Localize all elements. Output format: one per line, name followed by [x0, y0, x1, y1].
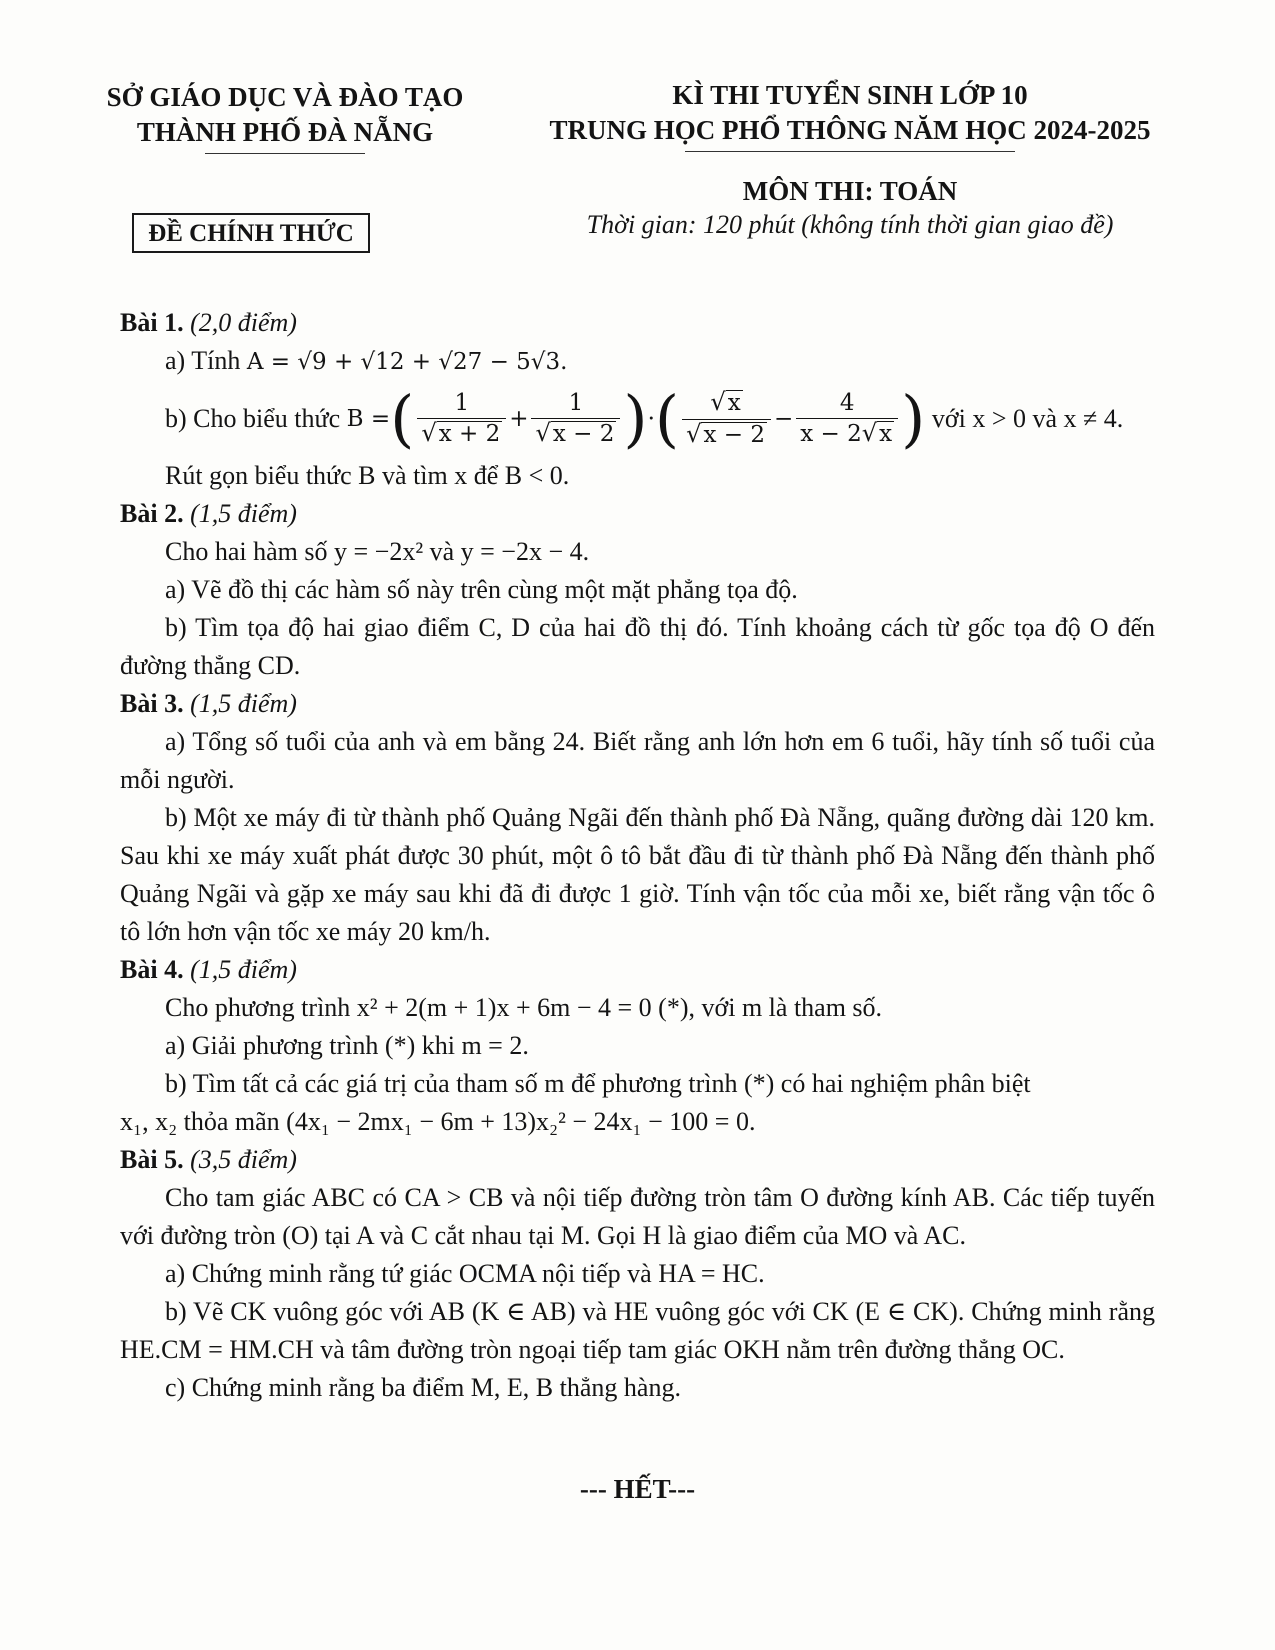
bai5-c: c) Chứng minh rằng ba điểm M, E, B thẳng hàng.	[165, 1373, 681, 1402]
bai2-b: b) Tìm tọa độ hai giao điểm C, D của hai đồ thị đó. Tính khoảng cách từ gốc tọa độ O đến đường thẳng CD.	[120, 613, 1155, 680]
department-line-1: SỞ GIÁO DỤC VÀ ĐÀO TẠO	[106, 82, 464, 112]
fraction-2	[531, 391, 620, 448]
bai1-b	[120, 381, 1155, 457]
sqrt-symbol: √ x − 2	[686, 419, 765, 448]
end-marker: --- HẾT---	[579, 1474, 696, 1504]
bai2-a: a) Vẽ đồ thị các hàm số này trên cùng một mặt phẳng tọa độ.	[165, 575, 798, 604]
bai2-points: (1,5 điểm)	[190, 499, 297, 528]
sqrt-symbol: √ x	[710, 388, 741, 417]
exam-header	[505, 78, 1195, 152]
bai5-label: Bài 5.	[120, 1145, 184, 1174]
fraction-2-denominator	[531, 419, 620, 447]
bai1-b-prefix: b) Cho biểu thức	[165, 404, 341, 433]
bai5-points: (3,5 điểm)	[190, 1145, 297, 1174]
exam-line-2: TRUNG HỌC PHỔ THÔNG NĂM HỌC 2024-2025	[549, 115, 1151, 145]
fraction-1	[417, 391, 506, 448]
bai4-b-line1: b) Tìm tất cả các giá trị của tham số m để phương trình (*) có hai nghiệm phân biệt	[165, 1069, 1031, 1098]
fraction-3	[682, 390, 771, 448]
bai4-title	[120, 951, 1155, 989]
fraction-3-numerator	[682, 390, 771, 419]
bai4-label: Bài 4.	[120, 955, 184, 984]
department-underline	[205, 153, 365, 154]
fraction-1-numerator: 1	[417, 391, 506, 419]
bai4-a: a) Giải phương trình (*) khi m = 2.	[165, 1031, 529, 1060]
fraction-1-denominator	[417, 419, 506, 447]
bai2-intro: Cho hai hàm số y = −2x² và y = −2x − 4.	[165, 537, 590, 566]
left-paren: (	[654, 382, 680, 455]
bai1-a-expression: A = √9 + √12 + √27 − 5√3.	[246, 349, 568, 375]
bai1-points: (2,0 điểm)	[190, 308, 297, 337]
department-header	[70, 80, 500, 154]
bai3-title	[120, 685, 1155, 723]
sqrt-symbol: √ x − 2	[535, 419, 615, 447]
bai1-a	[120, 342, 1155, 381]
bai3-points: (1,5 điểm)	[190, 689, 297, 718]
exam-body	[120, 304, 1155, 1407]
bai4-b-line2: x₁, x₂ thỏa mãn (4x₁ − 2mx₁ − 6m + 13)x₂² − 24x₁ − 100 = 0.	[120, 1107, 756, 1136]
formula-b-lhs: B =	[346, 406, 391, 432]
bai4-points: (1,5 điểm)	[190, 955, 297, 984]
bai3-label: Bài 3.	[120, 689, 184, 718]
dot-sign: ·	[647, 406, 655, 432]
bai5-b: b) Vẽ CK vuông góc với AB (K ∈ AB) và HE vuông góc với CK (E ∈ CK). Chứng minh rằng HE.CM = HM.CH và tâm đường tròn ngoại tiếp tam giác OKH nằm trên đường thẳng OC.	[120, 1297, 1155, 1364]
sqrt-symbol: √ x + 2	[421, 419, 501, 447]
bai1-label: Bài 1.	[120, 308, 184, 337]
formula-b	[347, 381, 926, 457]
bai1-a-prefix: a) Tính	[165, 346, 241, 375]
minus-sign: −	[773, 406, 794, 432]
left-paren: (	[390, 382, 415, 455]
bai1-b-task: Rút gọn biểu thức B và tìm x để B < 0.	[165, 461, 570, 490]
fraction-2-numerator: 1	[531, 391, 620, 419]
plus-sign: +	[509, 406, 529, 432]
exam-underline	[685, 151, 1015, 152]
bai3-a: a) Tổng số tuổi của anh và em bằng 24. Biết rằng anh lớn hơn em 6 tuổi, hãy tính số tuổi của mỗi người.	[120, 727, 1155, 794]
fraction-4-numerator: 4	[796, 391, 898, 419]
fraction-4-denominator: x − 2 √ x	[800, 419, 893, 447]
bai5-title	[120, 1141, 1155, 1179]
fraction-4	[796, 391, 898, 448]
subject-title: MÔN THI: TOÁN	[742, 176, 958, 206]
bai5-intro: Cho tam giác ABC có CA > CB và nội tiếp đường tròn tâm O đường kính AB. Các tiếp tuyến với đường tròn (O) tại A và C cắt nhau tại M. Gọi H là giao điểm của MO và AC.	[120, 1183, 1155, 1250]
sqrt-symbol: √ x	[861, 419, 893, 447]
bai4-intro: Cho phương trình x² + 2(m + 1)x + 6m − 4 = 0 (*), với m là tham số.	[165, 993, 883, 1022]
bai1-title	[120, 304, 1155, 342]
bai2-label: Bài 2.	[120, 499, 184, 528]
bai2-title	[120, 495, 1155, 533]
right-paren: )	[623, 382, 648, 455]
right-paren: )	[901, 382, 926, 455]
exam-duration: Thời gian: 120 phút (không tính thời gian giao đề)	[586, 210, 1114, 239]
bai5-a: a) Chứng minh rằng tứ giác OCMA nội tiếp và HA = HC.	[165, 1259, 765, 1288]
bai3-b: b) Một xe máy đi từ thành phố Quảng Ngãi đến thành phố Đà Nẵng, quãng đường dài 120 km. Sau khi xe máy xuất phát được 30 phút, một ô tô bắt đầu đi từ thành phố Đà Nẵng đến thành phố Quảng Ngãi và gặp xe máy sau khi đã đi được 1 giờ. Tính vận tốc của mỗi xe, biết rằng vận tốc ô tô lớn hơn vận tốc xe máy 20 km/h.	[120, 803, 1155, 946]
bai1-b-suffix: với x > 0 và x ≠ 4.	[931, 404, 1124, 433]
official-badge: ĐỀ CHÍNH THỨC	[132, 213, 370, 253]
exam-line-1: KÌ THI TUYỂN SINH LỚP 10	[672, 80, 1028, 110]
department-line-2: THÀNH PHỐ ĐÀ NẴNG	[136, 117, 434, 147]
fraction-3-denominator	[682, 420, 771, 448]
